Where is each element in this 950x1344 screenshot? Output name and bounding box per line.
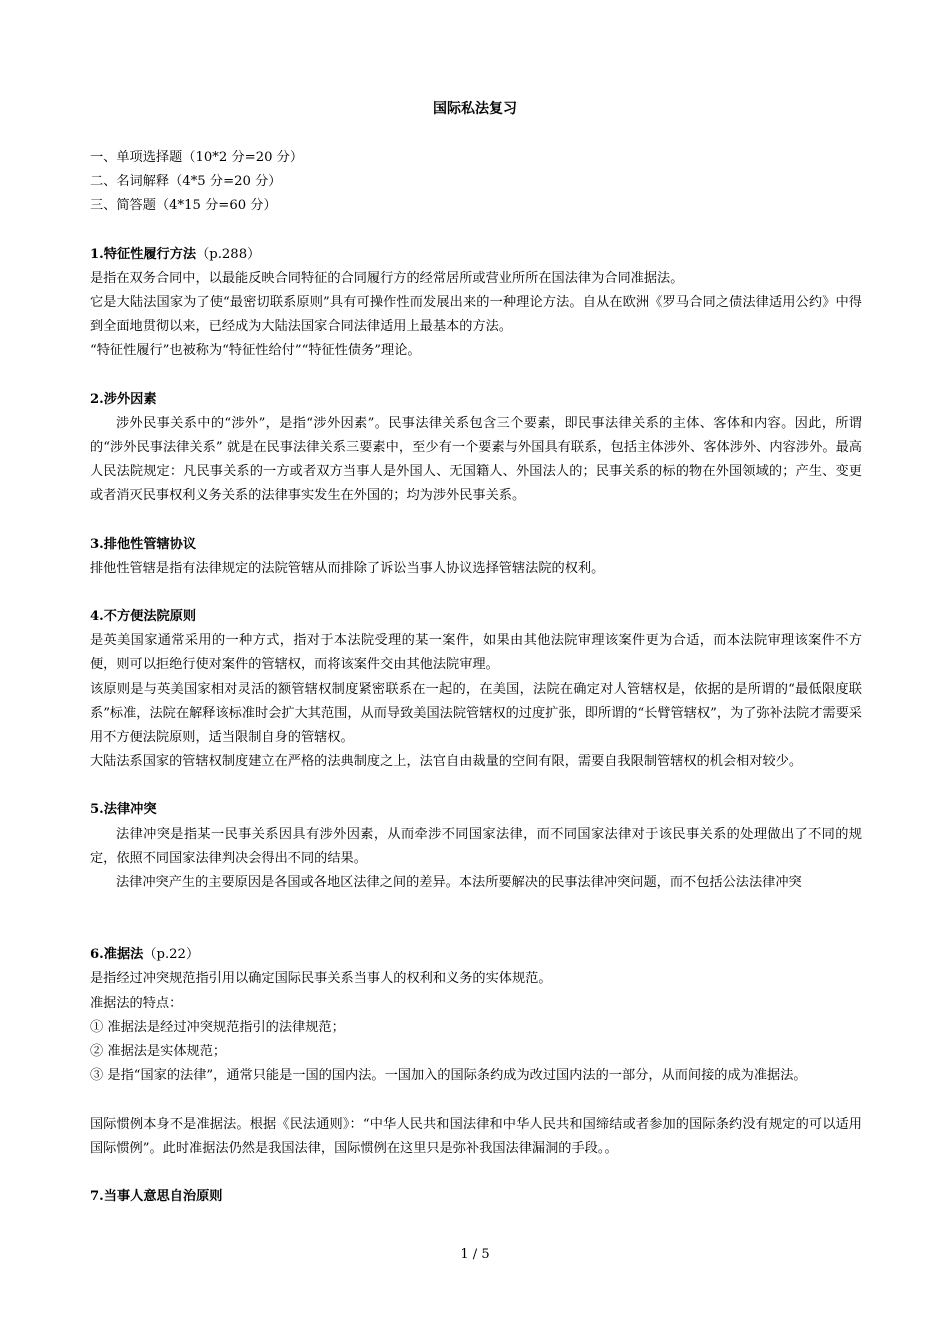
page-title: 国际私法复习 — [433, 101, 517, 117]
paragraph: 是英美国家通常采用的一种方式，指对于本法院受理的某一案件，如果由其他法院审理该案件更为合适，而本法院审理该案件不方便，则可以拒绝行使对案件的管辖权，而将该案件交由其他法院审理。 — [90, 633, 862, 673]
paragraph: 国际惯例本身不是准据法。根据《民法通则》：“中华人民共和国法律和中华人民共和国缔结或者参加的国际条约没有规定的可以适用国际惯例”。此时准据法仍然是我国法律，国际惯例在这里只是弥补我国法律漏洞的手段。。 — [90, 1116, 862, 1156]
heading-text: 6.准据法 — [90, 947, 144, 963]
paragraph: 法律冲突是指某一民事关系因具有涉外因素，从而牵涉不同国家法律，而不同国家法律对于该民事关系的处理做出了不同的规定，依照不同国家法律判决会得出不同的结果。 — [90, 826, 862, 866]
list-item: ① 准据法是经过冲突规范指引的法律规范； — [90, 1019, 345, 1035]
page-number: 1 / 5 — [460, 1247, 490, 1262]
paragraph: 涉外民事关系中的“涉外”，是指“涉外因素”。民事法律关系包含三个要素，即民事法律关系的主体、客体和内容。因此，所谓的“涉外民事法律关系” 就是在民事法律关系三要素中，至少有一个要素与外国具有联系，包括主体涉外、客体涉外、内容涉外。最高人民法院规定：凡民事关系的一方或者双方当事人是外国人、无国籍人、外国法人的；民事关系的标的物在外国领域的；产生、变更或者消灭民事权利义务关系的法律事实发生在外国的；均为涉外民事关系。 — [90, 415, 862, 504]
paragraph: 排他性管辖是指有法律规定的法院管辖从而排除了诉讼当事人协议选择管辖法院的权利。 — [90, 560, 605, 576]
section-heading: 7.当事人意思自治原则 — [90, 1188, 223, 1204]
section-heading: 2.涉外因素 — [90, 391, 157, 407]
overview-line: 二、名词解释（4*5 分=20 分） — [90, 174, 282, 190]
list-item: ② 准据法是实体规范； — [90, 1044, 227, 1060]
section-heading — [90, 943, 862, 967]
overview-line: 一、单项选择题（10*2 分=20 分） — [90, 150, 304, 165]
paragraph: 是指经过冲突规范指引用以确定国际民事关系当事人的权利和义务的实体规范。 — [90, 971, 552, 987]
section-heading: 4.不方便法院原则 — [90, 609, 197, 625]
paragraph: 准据法的特点： — [90, 995, 183, 1011]
paragraph: 法律冲突产生的主要原因是各国或各地区法律之间的差异。本法所要解决的民事法律冲突问题，而不包括公法法律冲突 — [116, 875, 802, 891]
paragraph: 大陆法系国家的管辖权制度建立在严格的法典制度之上，法官自由裁量的空间有限，需要自我限制管辖权的机会相对较少。 — [90, 754, 803, 770]
paragraph: “特征性履行”也被称为“特征性给付”“特征性债务”理论。 — [90, 343, 421, 359]
heading-text: 1.特征性履行方法 — [90, 246, 197, 262]
paragraph: 该原则是与英美国家相对灵活的额管辖权制度紧密联系在一起的，在美国，法院在确定对人管辖权是，依据的是所谓的“最低限度联系”标准，法院在解释该标准时会扩大其范围，从而导致美国法院管辖权的过度扩张，即所谓的“长臂管辖权”，为了弥补法院才需要采用不方便法院原则，适当限制自身的管辖权。 — [90, 681, 862, 746]
document-body — [90, 146, 862, 1209]
list-item: ③ 是指“国家的法律”，通常只能是一国的国内法。一国加入的国际条约成为改过国内法的一部分，从而间接的成为准据法。 — [90, 1068, 807, 1084]
paragraph: 它是大陆法国家为了使“最密切联系原则”具有可操作性而发展出来的一种理论方法。自从在欧洲《罗马合同之债法律适用公约》中得到全面地贯彻以来，已经成为大陆法国家合同法律适用上最基本的方法。 — [90, 295, 862, 335]
section-heading: 3.排他性管辖协议 — [90, 536, 197, 552]
section-heading: 5.法律冲突 — [90, 802, 157, 818]
overview-line: 三、简答题（4*15 分=60 分） — [90, 198, 277, 214]
paragraph: 是指在双务合同中，以最能反映合同特征的合同履行方的经常居所或营业所所在国法律为合同准据法。 — [90, 270, 684, 286]
section-heading — [90, 243, 862, 267]
page-reference: （p.288） — [196, 246, 261, 262]
page-reference: （p.22） — [143, 947, 200, 963]
